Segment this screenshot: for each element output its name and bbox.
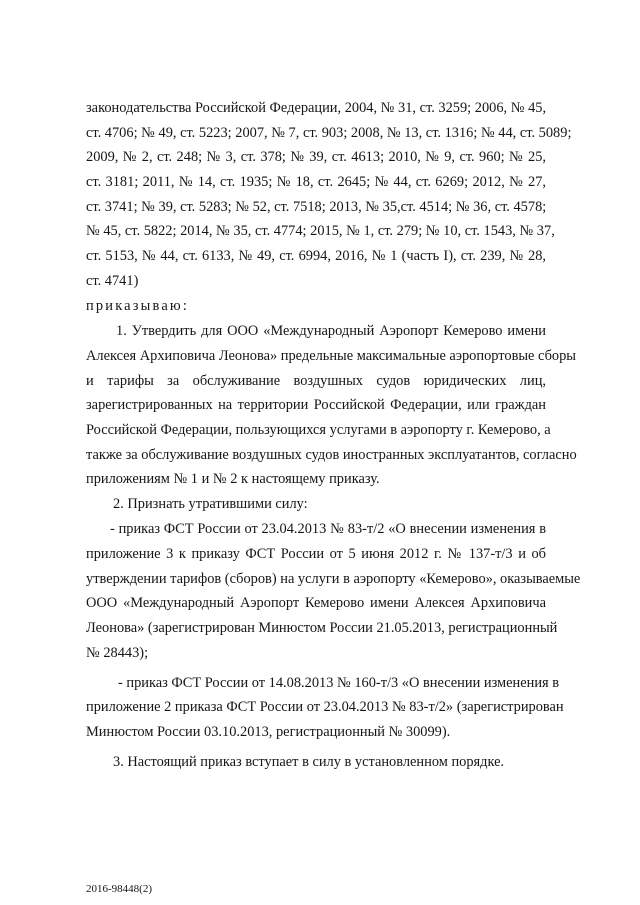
reference-line: ст. 4706; № 49, ст. 5223; 2007, № 7, ст. 903; 2008, № 13, ст. 1316; № 44, ст. 5089; xyxy=(86,125,572,141)
order-keyword: приказываю: xyxy=(86,298,190,314)
repealed-order-2-line: - приказ ФСТ России от 14.08.2013 № 160-т/3 «О внесении изменения в xyxy=(118,675,560,691)
repealed-order-2-line: приложение 2 приказа ФСТ России от 23.04.2013 № 83-т/2» (зарегистрирован xyxy=(86,699,564,715)
item-1-line: зарегистрированных на территории Российской Федерации, или граждан xyxy=(86,397,546,413)
repealed-order-2-line: Минюстом России 03.10.2013, регистрационный № 30099). xyxy=(86,724,451,740)
repealed-order-1-line: утверждении тарифов (сборов) на услуги в аэропорту «Кемерово», оказываемые xyxy=(86,571,581,587)
item-1-line: Алексея Архиповича Леонова» предельные максимальные аэропортовые сборы xyxy=(86,348,576,364)
document-footer-code: 2016-98448(2) xyxy=(86,883,152,895)
reference-line: ст. 3181; 2011, № 14, ст. 1935; № 18, ст. 2645; № 44, ст. 6269; 2012, № 27, xyxy=(86,174,546,190)
item-1-line: также за обслуживание воздушных судов иностранных эксплуатантов, согласно xyxy=(86,447,577,463)
reference-line: ст. 5153, № 44, ст. 6133, № 49, ст. 6994, 2016, № 1 (часть I), ст. 239, № 28, xyxy=(86,248,546,264)
reference-line: законодательства Российской Федерации, 2004, № 31, ст. 3259; 2006, № 45, xyxy=(86,100,547,116)
item-2-heading: 2. Признать утратившими силу: xyxy=(113,496,308,512)
repealed-order-1-line: № 28443); xyxy=(86,645,149,661)
item-1-line: Российской Федерации, пользующихся услугами в аэропорту г. Кемерово, а xyxy=(86,422,551,438)
reference-line: 2009, № 2, ст. 248; № 3, ст. 378; № 39, ст. 4613; 2010, № 9, ст. 960; № 25, xyxy=(86,149,546,165)
repealed-order-1-line: ООО «Международный Аэропорт Кемерово имени Алексея Архиповича xyxy=(86,595,546,611)
reference-line: № 45, ст. 5822; 2014, № 35, ст. 4774; 2015, № 1, ст. 279; № 10, ст. 1543, № 37, xyxy=(86,223,555,239)
item-1-line: 1. Утвердить для ООО «Международный Аэропорт Кемерово имени xyxy=(116,323,546,339)
repealed-order-1-line: - приказ ФСТ России от 23.04.2013 № 83-т/2 «О внесении изменения в xyxy=(110,521,546,537)
item-1-line: приложениям № 1 и № 2 к настоящему приказу. xyxy=(86,471,380,487)
reference-line: ст. 3741; № 39, ст. 5283; № 52, ст. 7518; 2013, № 35,ст. 4514; № 36, ст. 4578; xyxy=(86,199,547,215)
item-3-line: 3. Настоящий приказ вступает в силу в установленном порядке. xyxy=(113,754,505,770)
reference-line: ст. 4741) xyxy=(86,273,139,289)
repealed-order-1-line: приложение 3 к приказу ФСТ России от 5 июня 2012 г. № 137-т/3 и об xyxy=(86,546,546,562)
item-1-line: и тарифы за обслуживание воздушных судов юридических лиц, xyxy=(86,373,546,389)
repealed-order-1-line: Леонова» (зарегистрирован Минюстом России 21.05.2013, регистрационный xyxy=(86,620,558,636)
